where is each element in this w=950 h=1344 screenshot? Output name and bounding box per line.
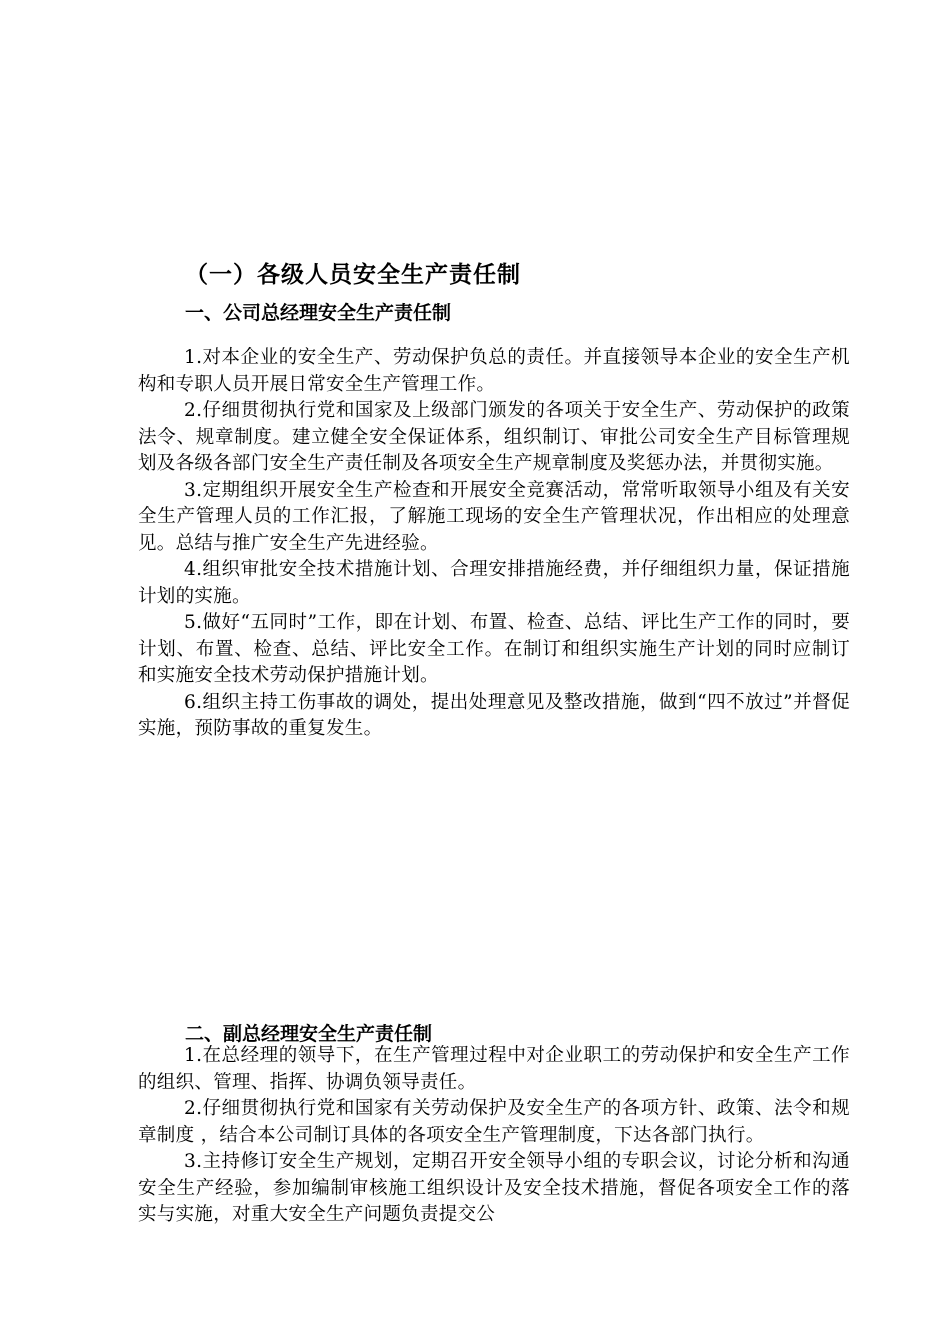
- paragraph: 3.主持修订安全生产规划，定期召开安全领导小组的专职会议，讨论分析和沟通安全生产经验，参加编制审核施工组织设计及安全技术措施，督促各项安全工作的落实与实施，对重大安全生产问题负责提交公: [138, 1151, 850, 1225]
- paragraph: 3.定期组织开展安全生产检查和开展安全竞赛活动，常常听取领导小组及有关安全生产管理人员的工作汇报，了解施工现场的安全生产管理状况，作出相应的处理意见。总结与推广安全生产先进经验。: [138, 479, 850, 554]
- paragraph: 6.组织主持工伤事故的调处，提出处理意见及整改措施，做到“四不放过”并督促实施，预防事故的重复发生。: [138, 691, 850, 739]
- page-title: （一）各级人员安全生产责任制: [185, 262, 521, 288]
- paragraph: 1.在总经理的领导下，在生产管理过程中对企业职工的劳动保护和安全生产工作的组织、管理、指挥、协调负领导责任。: [138, 1045, 850, 1093]
- paragraph: 1.对本企业的安全生产、劳动保护负总的责任。并直接领导本企业的安全生产机构和专职人员开展日常安全生产管理工作。: [138, 347, 850, 395]
- paragraph: 2.仔细贯彻执行党和国家有关劳动保护及安全生产的各项方针、政策、法令和规章制度 ，结合本公司制订具体的各项安全生产管理制度，下达各部门执行。: [138, 1098, 850, 1146]
- paragraph: 2.仔细贯彻执行党和国家及上级部门颁发的各项关于安全生产、劳动保护的政策法令、规章制度。建立健全安全保证体系，组织制订、审批公司安全生产目标管理规划及各级各部门安全生产责任制及各项安全生产规章制度及奖惩办法，并贯彻实施。: [138, 400, 850, 474]
- paragraph: 5.做好“五同时”工作，即在计划、布置、检查、总结、评比生产工作的同时，要计划、布置、检查、总结、评比安全工作。在制订和组织实施生产计划的同时应制订和实施安全技术劳动保护措施计划。: [138, 612, 850, 686]
- section-body-general-manager: [138, 345, 850, 743]
- section-heading-general-manager: 一、公司总经理安全生产责任制: [185, 302, 452, 324]
- section-heading-deputy-manager: 二、副总经理安全生产责任制: [185, 1023, 433, 1045]
- paragraph: 4.组织审批安全技术措施计划、合理安排措施经费，并仔细组织力量，保证措施计划的实施。: [138, 559, 850, 607]
- section-body-deputy-manager: [138, 1043, 850, 1229]
